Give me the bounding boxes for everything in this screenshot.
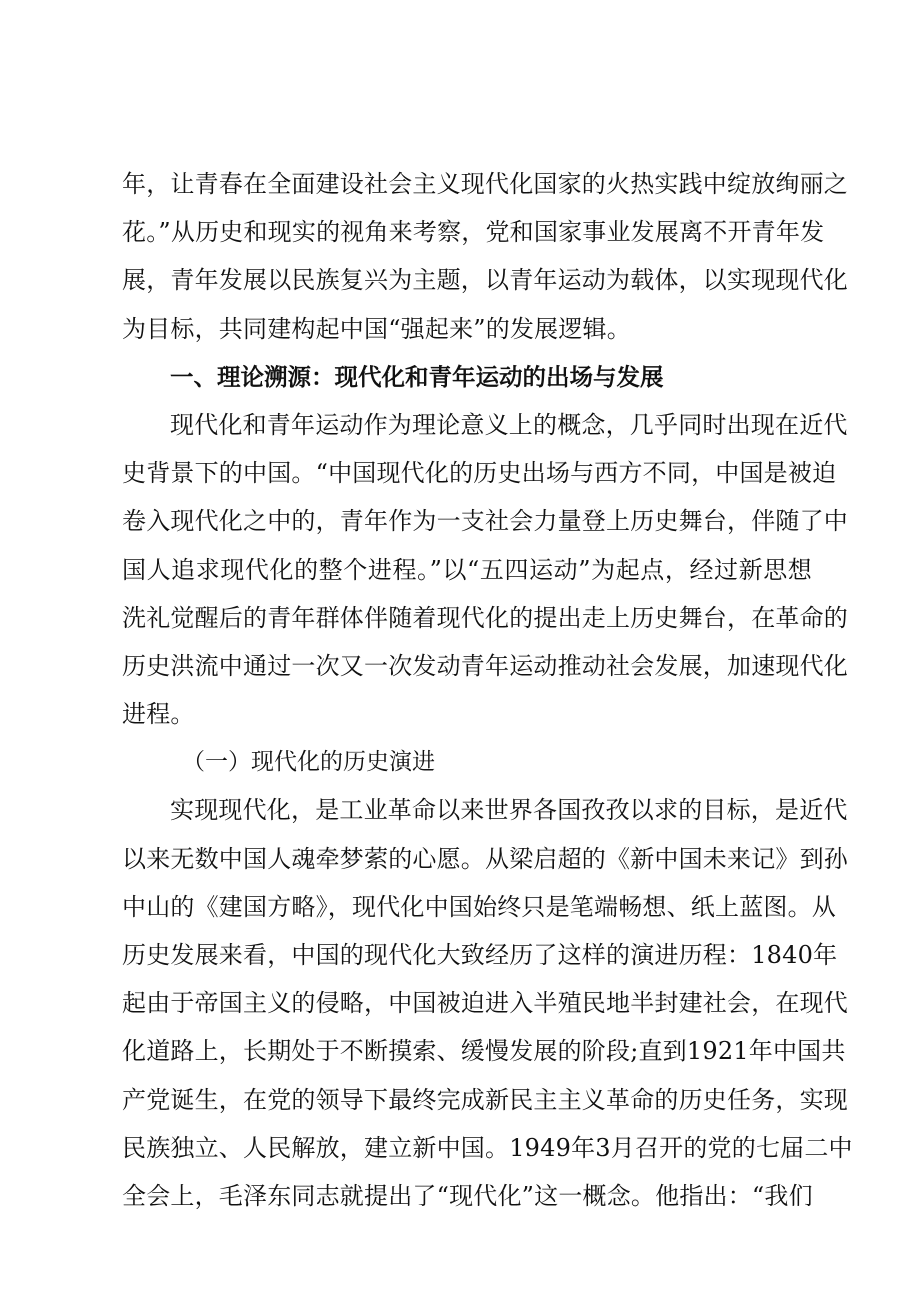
subsection-heading: （一）现代化的历史演进	[182, 749, 435, 776]
document-body	[122, 160, 853, 1220]
paragraph-2	[122, 786, 853, 1220]
text-line: 民族独立、人民解放，建立新中国。1949年3月召开的党的七届二中	[122, 1133, 853, 1162]
text-line: 卷入现代化之中的，青年作为一支社会力量登上历史舞台，伴随了中	[122, 507, 848, 536]
text-line: 化道路上，长期处于不断摸索、缓慢发展的阶段;直到1921年中国共	[122, 1037, 846, 1066]
text-line: 史背景下的中国。“中国现代化的历史出场与西方不同，中国是被迫	[122, 459, 837, 488]
text-line: 历史发展来看，中国的现代化大致经历了这样的演进历程：1840年	[122, 941, 838, 969]
text-line: 中山的《建国方略》，现代化中国始终只是笔端畅想、纸上蓝图。从	[122, 892, 836, 921]
text-line: 国人追求现代化的整个进程。”以“五四运动”为起点，经过新思想	[122, 555, 812, 584]
text-line: 进程。	[122, 700, 195, 729]
text-line: 实现现代化，是工业革命以来世界各国孜孜以求的目标，是近代	[170, 796, 848, 825]
text-line: 年，让青春在全面建设社会主义现代化国家的火热实践中绽放绚丽之	[122, 170, 848, 198]
text-line: 全会上，毛泽东同志就提出了“现代化”这一概念。他指出：“我们	[122, 1181, 813, 1210]
text-line: 起由于帝国主义的侵略，中国被迫进入半殖民地半封建社会，在现代	[122, 989, 848, 1018]
paragraph-1	[122, 401, 848, 738]
section-heading: 一、理论溯源：现代化和青年运动的出场与发展	[170, 362, 664, 391]
text-line: 产党诞生，在党的领导下最终完成新民主主义革命的历史任务，实现	[122, 1085, 848, 1114]
text-line: 洗礼觉醒后的青年群体伴随着现代化的提出走上历史舞台，在革命的	[122, 603, 848, 632]
text-line: 展，青年发展以民族复兴为主题，以青年运动为载体，以实现现代化	[122, 266, 848, 295]
text-line: 花。”从历史和现实的视角来考察，党和国家事业发展离不开青年发	[122, 218, 825, 247]
paragraph-intro	[122, 160, 848, 353]
text-line: 为目标，共同建构起中国“强起来”的发展逻辑。	[122, 314, 631, 343]
text-line: 历史洪流中通过一次又一次发动青年运动推动社会发展，加速现代化	[122, 651, 848, 680]
text-line: 现代化和青年运动作为理论意义上的概念，几乎同时出现在近代	[170, 410, 848, 439]
text-line: 以来无数中国人魂牵梦萦的心愿。从梁启超的《新中国未来记》到孙	[122, 844, 848, 873]
